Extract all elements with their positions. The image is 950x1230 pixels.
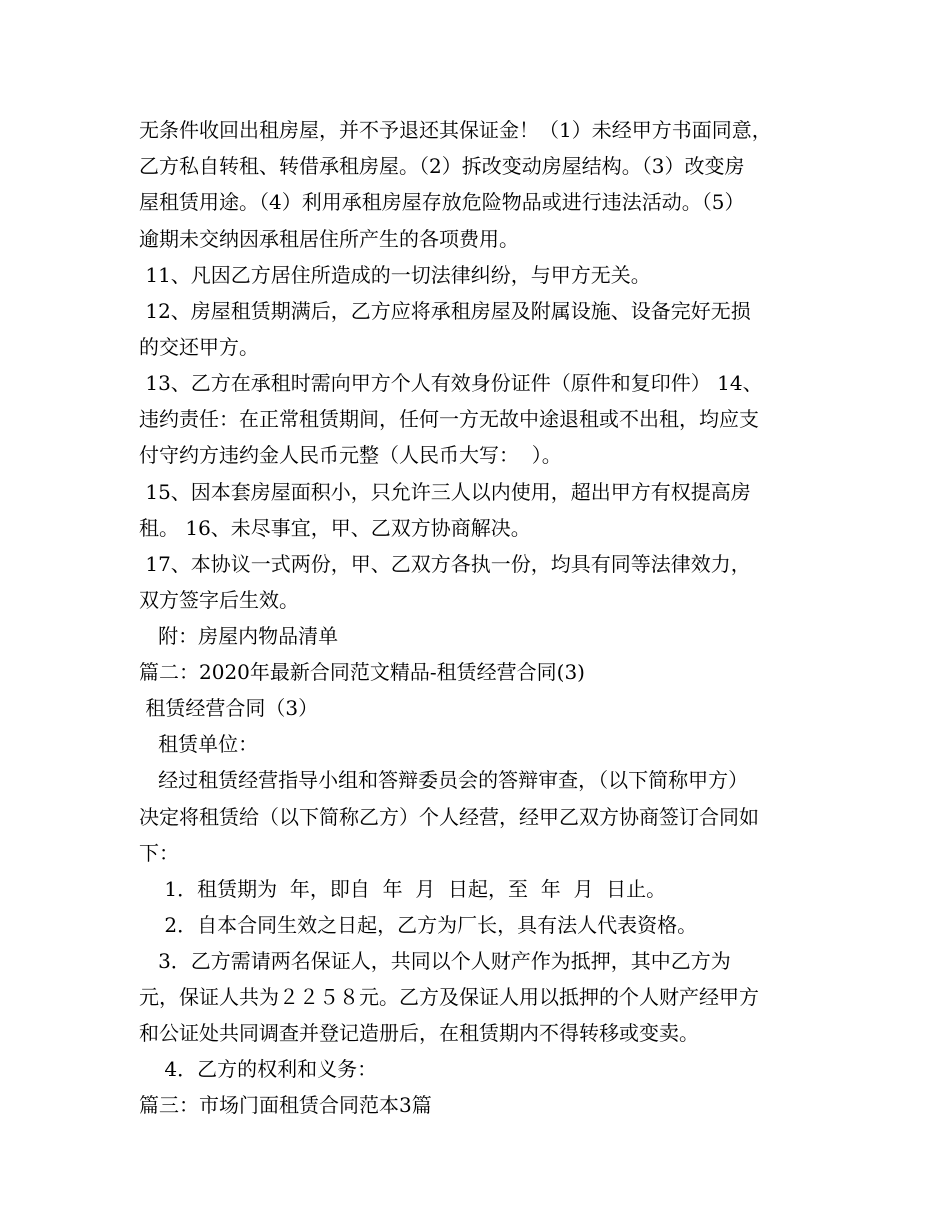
text-line: 15、因本套房屋面积小，只允许三人以内使用，超出甲方有权提高房 [139,480,751,504]
section-heading: 篇三：市场门面租赁合同范本3篇 [139,1093,432,1117]
contract-title: 租赁经营合同（3） [139,696,319,720]
text-line: 4．乙方的权利和义务： [139,1057,378,1081]
text-line: 决定将租赁给（以下简称乙方）个人经营，经甲乙双方协商签订合同如 [139,805,759,829]
text-line: 租赁单位： [139,732,259,756]
text-line: 13、乙方在承租时需向甲方个人有效身份证件（原件和复印件） 14、 [139,371,763,395]
text-line: 11、凡因乙方居住所造成的一切法律纠纷，与甲方无关。 [139,263,651,287]
section-heading: 篇二：2020年最新合同范文精品-租赁经营合同(3) [139,660,585,684]
text-line: 无条件收回出租房屋，并不予退还其保证金！（1）未经甲方书面同意， [139,118,772,142]
text-line: 租。 16、未尽事宜，甲、乙双方协商解决。 [139,516,531,540]
text-line: 元，保证人共为２２５８元。乙方及保证人用以抵押的个人财产经甲方 [139,985,759,1009]
text-line: 2．自本合同生效之日起，乙方为厂长，具有法人代表资格。 [139,913,698,937]
text-line: 附：房屋内物品清单 [139,624,339,648]
text-line: 双方签字后生效。 [139,588,299,612]
text-line: 3．乙方需请两名保证人，共同以个人财产作为抵押，其中乙方为 [139,949,731,973]
text-line: 经过租赁经营指导小组和答辩委员会的答辩审查，（以下简称甲方） [139,768,749,792]
text-line: 17、本协议一式两份，甲、乙双方各执一份，均具有同等法律效力， [139,552,751,576]
text-line: 下： [139,841,179,865]
text-line: 屋租赁用途。（4）利用承租房屋存放危险物品或进行违法活动。（5） [139,190,745,214]
text-line: 的交还甲方。 [139,335,259,359]
text-line: 12、房屋租赁期满后，乙方应将承租房屋及附属设施、设备完好无损 [139,299,751,323]
text-line: 1．租赁期为 年，即自 年 月 日起，至 年 月 日止。 [139,877,667,901]
text-line: 付守约方违约金人民币元整（人民币大写： ）。 [139,443,562,467]
text-line: 违约责任：在正常租赁期间，任何一方无故中途退租或不出租，均应支 [139,407,759,431]
text-line: 乙方私自转租、转借承租房屋。（2）拆改变动房屋结构。（3）改变房 [139,154,745,178]
text-line: 逾期未交纳因承租居住所产生的各项费用。 [139,227,519,251]
text-line: 和公证处共同调查并登记造册后，在租赁期内不得转移或变卖。 [139,1021,699,1045]
